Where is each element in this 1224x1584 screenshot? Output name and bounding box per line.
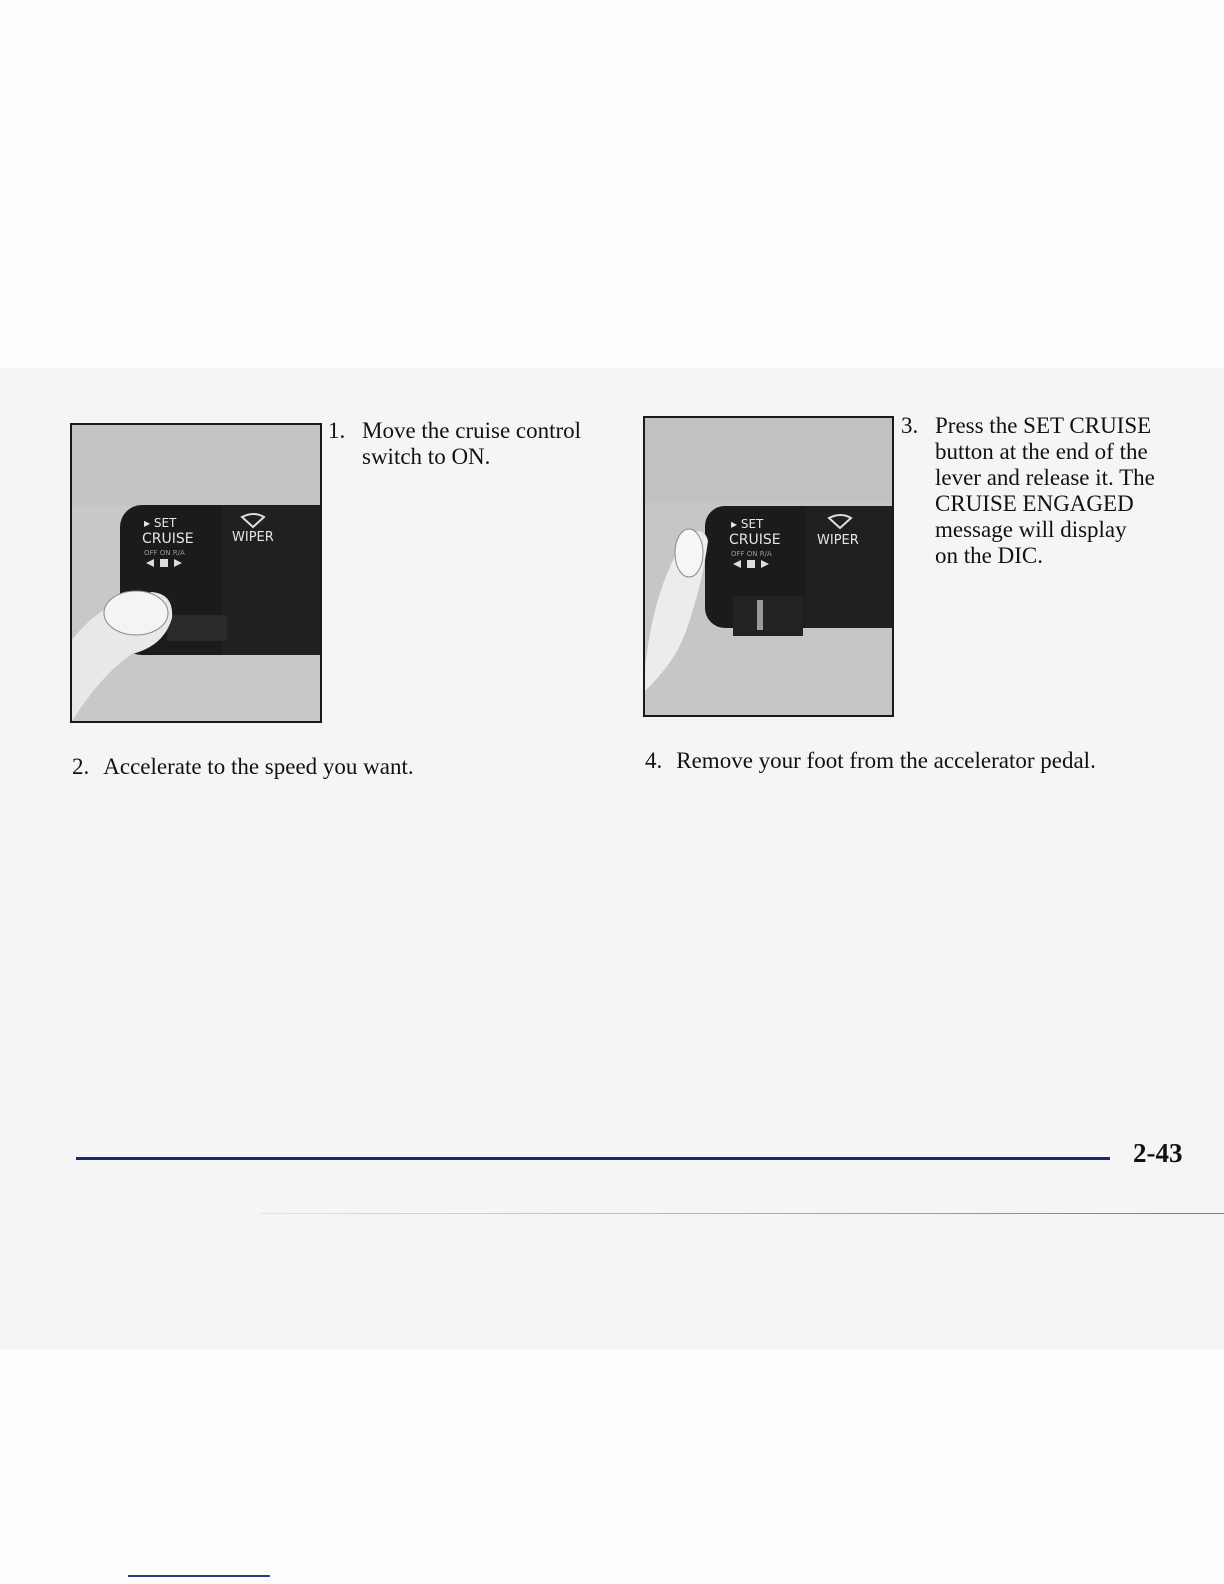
footer-rule [76,1157,1110,1160]
page-number: 2-43 [1133,1138,1183,1168]
scan-edge-line [260,1213,1224,1214]
step-number: 2. [72,754,90,779]
lever-wiper-label: WIPER [232,530,274,545]
step-text-line: switch to ON. [362,444,491,469]
lever-positions-label: OFF ON R/A [144,549,185,557]
step-number: 1. [328,418,346,443]
step-3 [901,413,1155,569]
lever-set-label: ▸ SET [731,517,764,531]
step-text-line: message will display [935,517,1127,542]
cruise-lever-photo-2 [643,416,894,717]
step-2 [72,754,414,780]
step-text-line: button at the end of the [935,439,1148,464]
lever-cruise-label: CRUISE [142,531,194,547]
step-text-line: on the DIC. [935,543,1043,568]
step-number: 4. [645,748,663,773]
step-text-line: Press the SET CRUISE [935,413,1152,438]
lever-cruise-label: CRUISE [729,532,781,548]
step-text: Remove your foot from the accelerator pedal. [676,748,1096,773]
cruise-lever-photo-1 [70,423,322,723]
bottom-accent-line [128,1575,270,1577]
lever-set-label: ▸ SET [144,516,177,530]
step-text: Accelerate to the speed you want. [103,754,414,779]
step-text-line: lever and release it. The [935,465,1155,490]
step-1 [328,418,582,470]
step-number: 3. [901,413,919,438]
lever-wiper-label: WIPER [817,533,859,548]
step-4 [645,748,1096,774]
step-text-line: CRUISE ENGAGED [935,491,1134,516]
lever-positions-label: OFF ON R/A [731,550,772,558]
step-text-line: Move the cruise control [362,418,582,443]
